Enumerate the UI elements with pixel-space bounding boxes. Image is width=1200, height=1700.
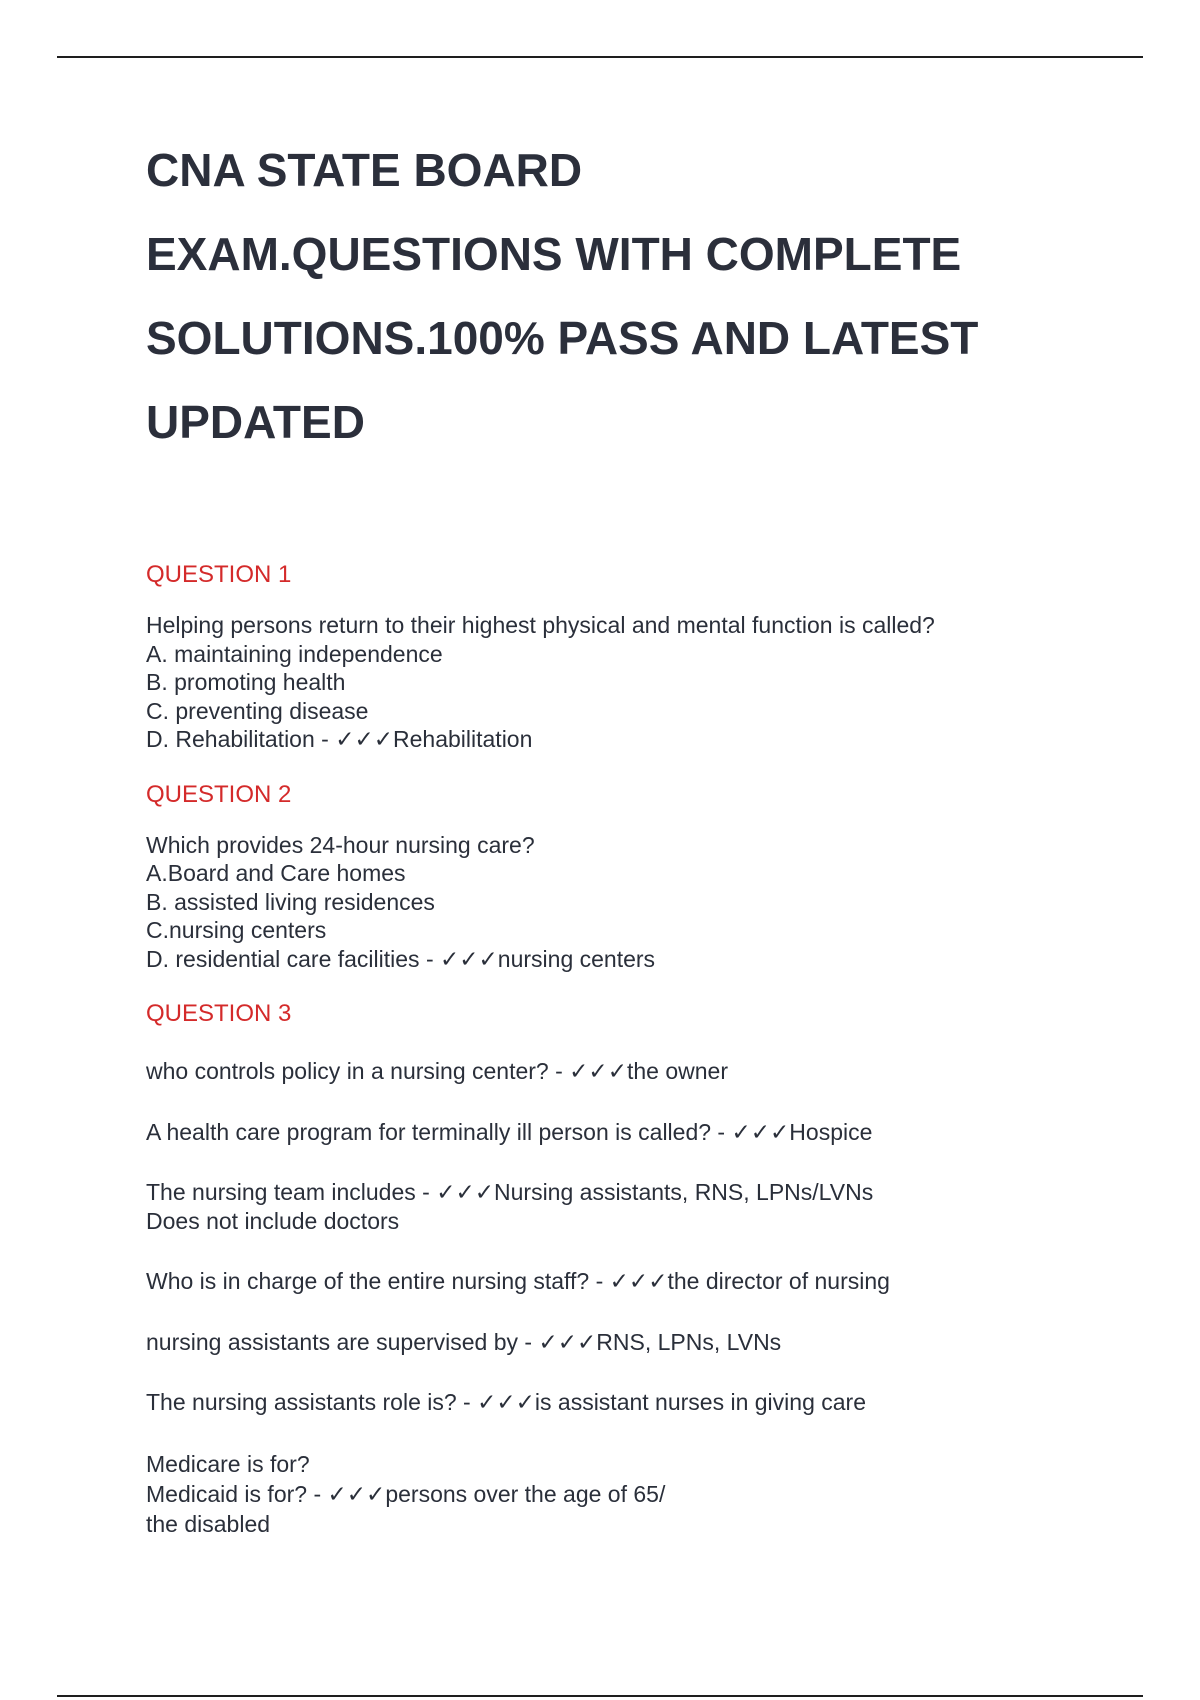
qa-line: the disabled (146, 1510, 271, 1537)
qa-item (146, 1388, 1126, 1417)
qa-line: The nursing assistants role is? - ✓✓✓is assistant nurses in giving care (146, 1389, 866, 1415)
title-line: EXAM.QUESTIONS WITH COMPLETE (146, 228, 962, 280)
question-1-option-a: A. maintaining independence (146, 640, 443, 667)
title-line: UPDATED (146, 396, 365, 448)
qa-item (146, 1118, 1126, 1147)
title-line: CNA STATE BOARD (146, 144, 583, 196)
question-1-option-b: B. promoting health (146, 669, 346, 695)
question-2-heading: QUESTION 2 (146, 780, 292, 808)
qa-line: Medicare is for? (146, 1450, 310, 1477)
qa-line: Medicaid is for? - ✓✓✓persons over the age of 65/ (146, 1480, 666, 1507)
question-1-heading: QUESTION 1 (146, 561, 292, 588)
question-1-option-d-answer: D. Rehabilitation - ✓✓✓Rehabilitation (146, 726, 533, 752)
qa-item (146, 1449, 1126, 1539)
question-2-prompt: Which provides 24-hour nursing care? (146, 831, 535, 858)
qa-item (146, 1057, 1126, 1086)
question-2-option-c: C.nursing centers (146, 917, 327, 943)
qa-item (146, 1178, 1126, 1235)
question-3-heading: QUESTION 3 (146, 1000, 292, 1027)
question-1-option-c: C. preventing disease (146, 697, 369, 724)
qa-line: A health care program for terminally ill person is called? - ✓✓✓Hospice (146, 1118, 873, 1145)
question-2-block (146, 831, 1126, 974)
document-body (146, 560, 1126, 1571)
question-2-option-d-answer: D. residential care facilities - ✓✓✓nursing centers (146, 945, 656, 972)
question-1-block (146, 611, 1126, 754)
document-title (146, 128, 1106, 464)
bottom-rule (57, 1695, 1143, 1697)
qa-line: Who is in charge of the entire nursing staff? - ✓✓✓the director of nursing (146, 1268, 890, 1294)
qa-line: who controls policy in a nursing center? - ✓✓✓the owner (146, 1058, 728, 1084)
qa-item (146, 1328, 1126, 1357)
qa-line: nursing assistants are supervised by - ✓✓✓RNS, LPNs, LVNs (146, 1328, 782, 1355)
qa-item (146, 1267, 1126, 1296)
qa-line: Does not include doctors (146, 1207, 400, 1234)
question-1-prompt: Helping persons return to their highest physical and mental function is called? (146, 612, 935, 638)
qa-line: The nursing team includes - ✓✓✓Nursing assistants, RNS, LPNs/LVNs (146, 1179, 874, 1205)
title-line: SOLUTIONS.100% PASS AND LATEST (146, 312, 979, 364)
question-2-option-b: B. assisted living residences (146, 888, 435, 915)
top-rule (57, 56, 1143, 58)
question-2-option-a: A.Board and Care homes (146, 860, 406, 886)
